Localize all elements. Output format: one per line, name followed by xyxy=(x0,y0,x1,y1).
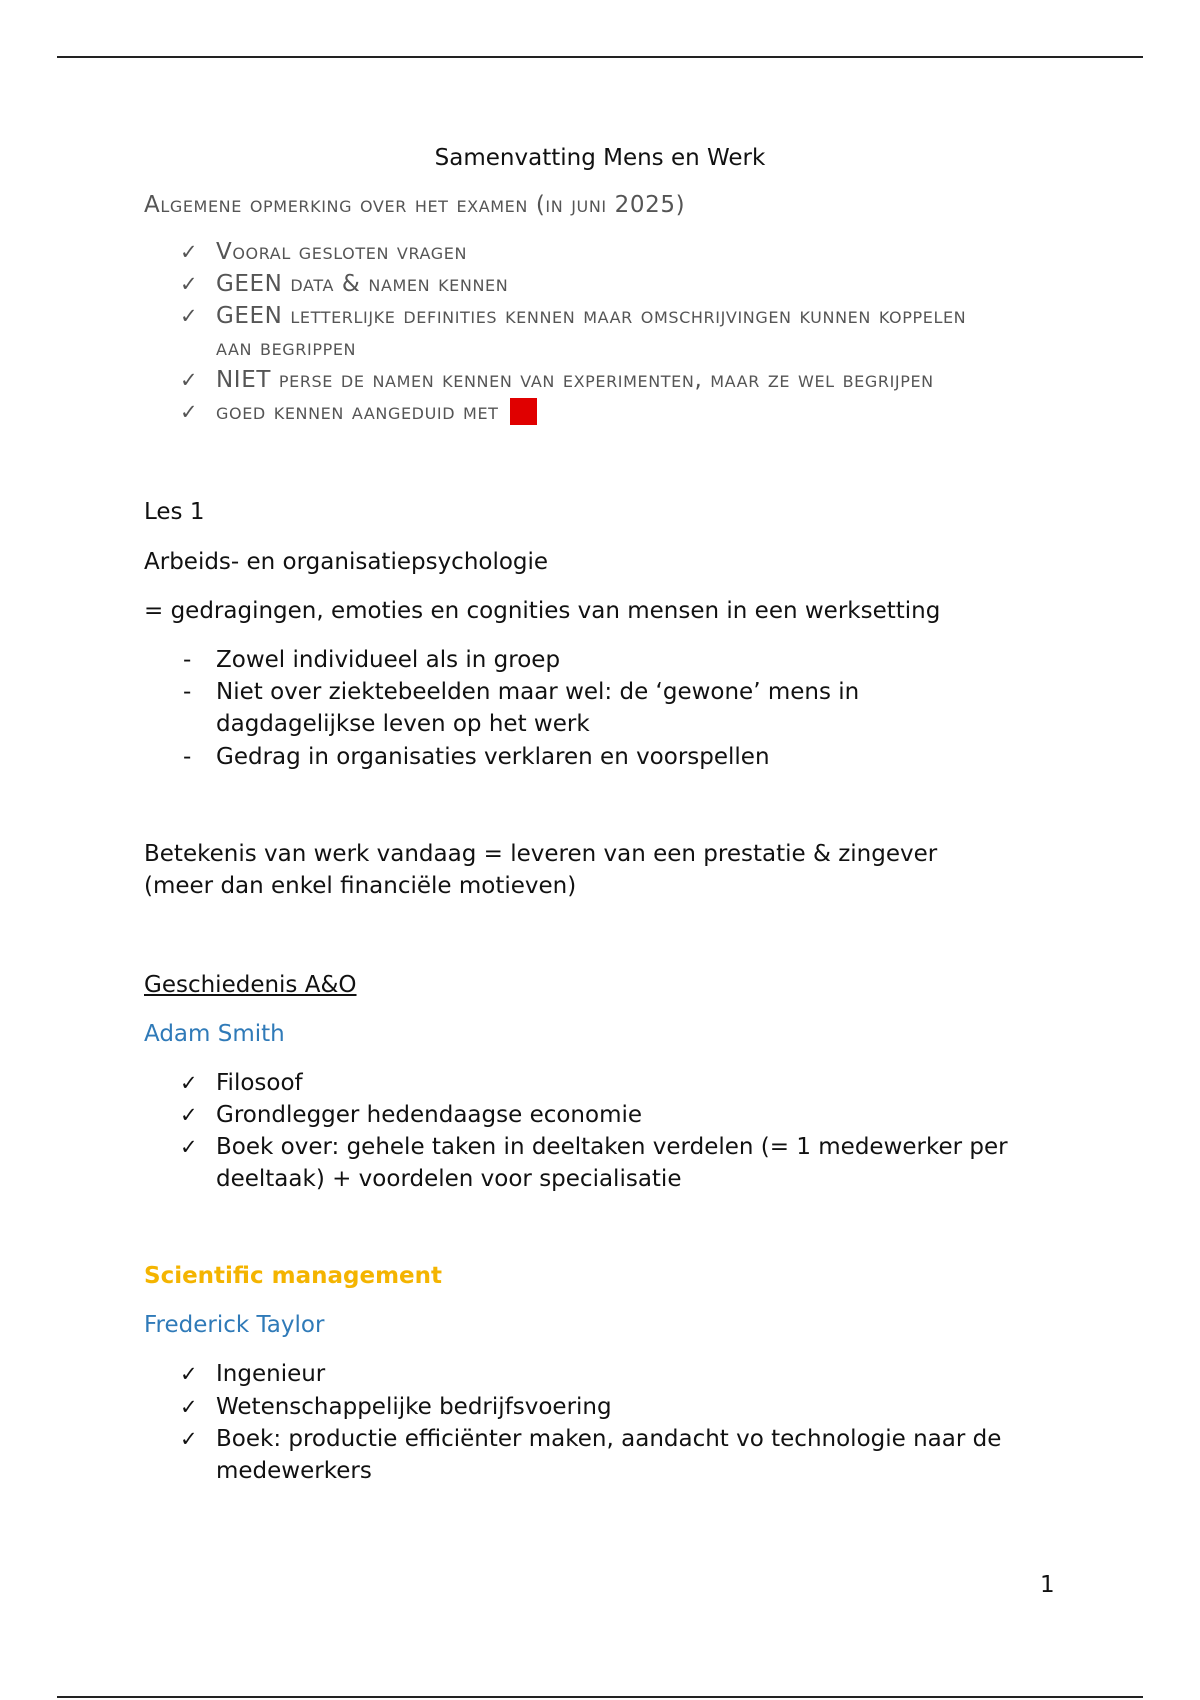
taylor-item: Ingenieur xyxy=(216,1361,326,1387)
check-icon: ✓ xyxy=(180,400,198,424)
check-icon: ✓ xyxy=(180,1135,198,1159)
scientific-management-heading: Scientific management xyxy=(144,1263,443,1289)
lesson-bullet-continuation: dagdagelijkse leven op het werk xyxy=(216,711,590,737)
lesson-bullet: Zowel individueel als in groep xyxy=(216,647,561,673)
dash-icon: - xyxy=(183,647,192,673)
check-icon: ✓ xyxy=(180,368,198,392)
page-number: 1 xyxy=(1040,1572,1055,1598)
footer-rule xyxy=(57,1696,1143,1698)
history-heading: Geschiedenis A&O xyxy=(144,972,357,998)
lesson-bullet: Gedrag in organisaties verklaren en voorspellen xyxy=(216,744,770,770)
smith-item: Boek over: gehele taken in deeltaken verdelen (= 1 medewerker per xyxy=(216,1134,1008,1160)
check-icon: ✓ xyxy=(180,1103,198,1127)
remark-item: GEEN data & namen kennen xyxy=(216,271,509,297)
remark-item xyxy=(216,396,537,428)
taylor-item: Boek: productie efficiënter maken, aandacht vo technologie naar de xyxy=(216,1426,1002,1452)
check-icon: ✓ xyxy=(180,240,198,264)
lesson-label: Les 1 xyxy=(144,499,205,525)
remark-item: NIET perse de namen kennen van experimenten, maar ze wel begrijpen xyxy=(216,367,934,393)
remark-item: Vooral gesloten vragen xyxy=(216,239,468,265)
taylor-item-continuation: medewerkers xyxy=(216,1458,372,1484)
taylor-item: Wetenschappelijke bedrijfsvoering xyxy=(216,1394,612,1420)
person-heading-taylor: Frederick Taylor xyxy=(144,1312,325,1338)
work-meaning-line: Betekenis van werk vandaag = leveren van een prestatie & zingever xyxy=(144,841,938,867)
remark-item: GEEN letterlijke definities kennen maar omschrijvingen kunnen koppelen xyxy=(216,303,967,329)
lesson-bullet: Niet over ziektebeelden maar wel: de ‘gewone’ mens in xyxy=(216,679,860,705)
check-icon: ✓ xyxy=(180,304,198,328)
check-icon: ✓ xyxy=(180,1395,198,1419)
dash-icon: - xyxy=(183,679,192,705)
red-marker-swatch xyxy=(510,398,537,425)
lesson-topic: Arbeids- en organisatiepsychologie xyxy=(144,549,549,575)
check-icon: ✓ xyxy=(180,1362,198,1386)
dash-icon: - xyxy=(183,744,192,770)
smith-item: Grondlegger hedendaagse economie xyxy=(216,1102,643,1128)
check-icon: ✓ xyxy=(180,1071,198,1095)
remark-item-text: goed kennen aangeduid met xyxy=(216,399,499,425)
check-icon: ✓ xyxy=(180,272,198,296)
page-title: Samenvatting Mens en Werk xyxy=(434,145,766,171)
work-meaning-line: (meer dan enkel financiële motieven) xyxy=(144,873,577,899)
smith-item-continuation: deeltaak) + voordelen voor specialisatie xyxy=(216,1166,682,1192)
remark-item-continuation: aan begrippen xyxy=(216,335,357,361)
smith-item: Filosoof xyxy=(216,1070,303,1096)
header-rule xyxy=(57,56,1143,58)
person-heading-smith: Adam Smith xyxy=(144,1021,285,1047)
lesson-definition: = gedragingen, emoties en cognities van mensen in een werksetting xyxy=(144,598,941,624)
remark-heading: Algemene opmerking over het examen (in juni 2025) xyxy=(144,192,686,218)
check-icon: ✓ xyxy=(180,1427,198,1451)
